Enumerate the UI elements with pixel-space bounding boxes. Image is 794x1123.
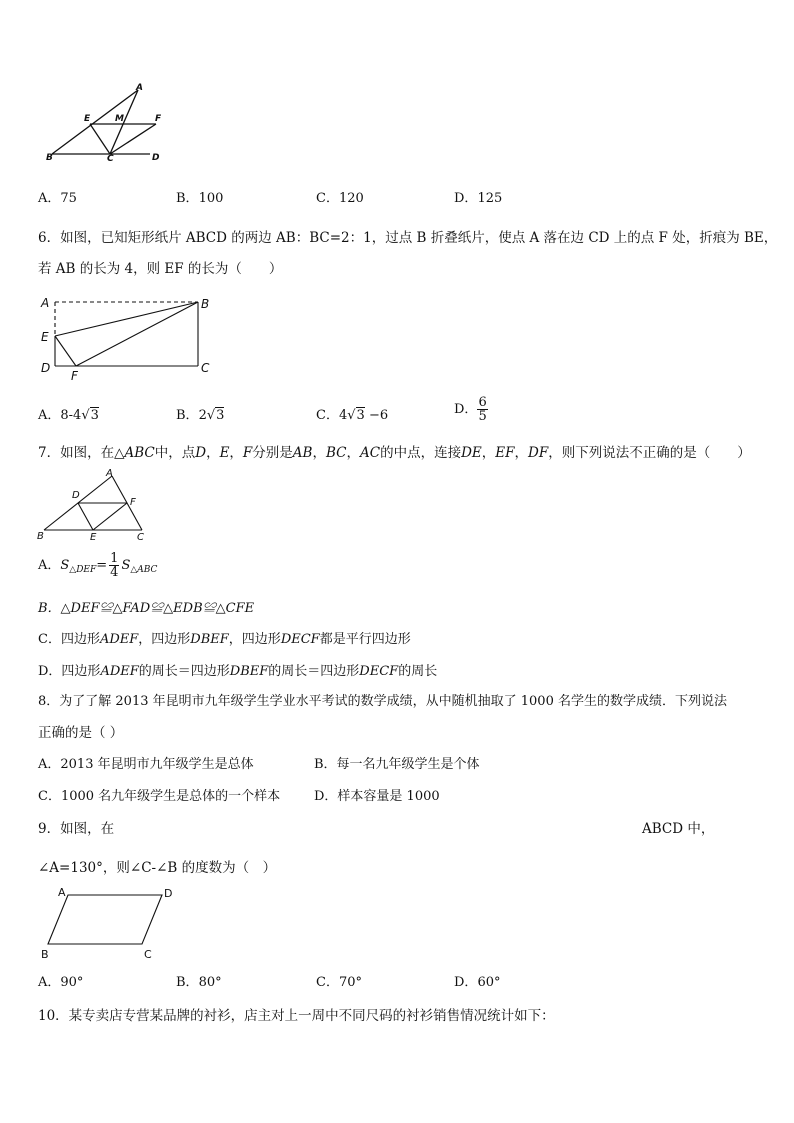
q5-option-b: B．100: [176, 191, 224, 206]
q5-label-b: B: [46, 153, 53, 163]
q6-option-a: A．8-4√3: [38, 408, 99, 423]
q9-label-a: A: [58, 886, 66, 899]
q6-label-e: E: [41, 330, 49, 344]
q7-option-c: C．四边形ADEF，四边形DBEF，四边形DECF都是平行四边形: [38, 632, 411, 647]
q6-stem-line2: 若 AB 的长为 4，则 EF 的长为（ ）: [38, 261, 283, 277]
q9-option-d: D．60°: [454, 975, 501, 990]
q9-figure: [36, 884, 186, 964]
q6-label-b: B: [201, 297, 210, 311]
q5-label-m: M: [115, 114, 124, 124]
q7-label-f: F: [130, 497, 136, 508]
q6-stem-line1: 6．如图，已知矩形纸片 ABCD 的两边 AB：BC=2：1，过点 B 折叠纸片，使点 A 落在边 CD 上的点 F 处，折痕为 BE，: [38, 230, 778, 246]
q9-label-c: C: [144, 948, 152, 961]
q9-stem-line2: ∠A=130°，则∠C-∠B 的度数为（ ）: [38, 860, 277, 876]
q5-option-c: C．120: [316, 191, 364, 206]
q7-label-e: E: [90, 532, 97, 543]
q8-option-a: A．2013 年昆明市九年级学生是总体: [38, 757, 254, 772]
q9-option-c: C．70°: [316, 975, 362, 990]
q7-option-a: A．$S_{\triangle DEF}=$ $\frac{1}{4}$ $S_{\triangle ABC}$: [38, 551, 158, 580]
q9-label-d: D: [164, 887, 173, 900]
q8-option-c: C．1000 名九年级学生是总体的一个样本: [38, 789, 281, 804]
q6-option-d: D． $\frac{6}{5}$: [454, 395, 487, 424]
q8-stem-line1: 8．为了了解 2013 年昆明市九年级学生学业水平考试的数学成绩，从中随机抽取了 1000 名学生的数学成绩．下列说法: [38, 694, 727, 709]
q6-label-c: C: [201, 361, 210, 375]
q7-label-b: B: [37, 531, 44, 542]
q5-option-a: A．75: [38, 191, 77, 206]
q5-figure: [38, 80, 178, 166]
q5-label-d: D: [152, 153, 160, 163]
q6-figure: [36, 294, 216, 384]
q7-label-d: D: [72, 490, 80, 501]
q8-stem-line2: 正确的是（ ）: [38, 725, 124, 741]
q8-option-b: B．每一名九年级学生是个体: [314, 757, 480, 772]
q5-label-e: E: [84, 114, 91, 124]
q7-option-d: D．四边形ADEF的周长＝四边形DBEF的周长＝四边形DECF的周长: [38, 664, 438, 679]
q9-option-a: A．90°: [38, 975, 84, 990]
q5-label-c: C: [107, 154, 114, 164]
q5-label-a: A: [136, 83, 143, 93]
q6-option-c: C．4√3 −6: [316, 408, 389, 423]
q8-option-d: D．样本容量是 1000: [314, 789, 440, 804]
q5-option-d: D．125: [454, 191, 503, 206]
q6-label-a: A: [41, 296, 50, 310]
q5-label-f: F: [155, 114, 162, 124]
q7-label-a: A: [106, 468, 113, 479]
q9-option-b: B．80°: [176, 975, 222, 990]
q9-label-b: B: [41, 948, 49, 961]
q7-option-b: B．△DEF≌△FAD≌△EDB≌△CFE: [38, 601, 255, 616]
q7-label-c: C: [137, 532, 144, 543]
q7-figure: [34, 466, 154, 544]
q6-option-b: B．2√3: [176, 408, 225, 423]
q6-label-f: F: [71, 369, 78, 383]
q9-stem-right: ABCD 中，: [642, 821, 715, 837]
q10-stem: 10．某专卖店专营某品牌的衬衫，店主对上一周中不同尺码的衬衫销售情况统计如下：: [38, 1008, 555, 1024]
q9-stem-left: 9．如图，在: [38, 821, 115, 837]
q6-label-d: D: [41, 361, 51, 375]
q7-stem: 7．如图，在△ABC中，点D，E，F分别是AB，BC，AC的中点，连接DE，EF，DF，则下列说法不正确的是（ ）: [38, 445, 751, 461]
